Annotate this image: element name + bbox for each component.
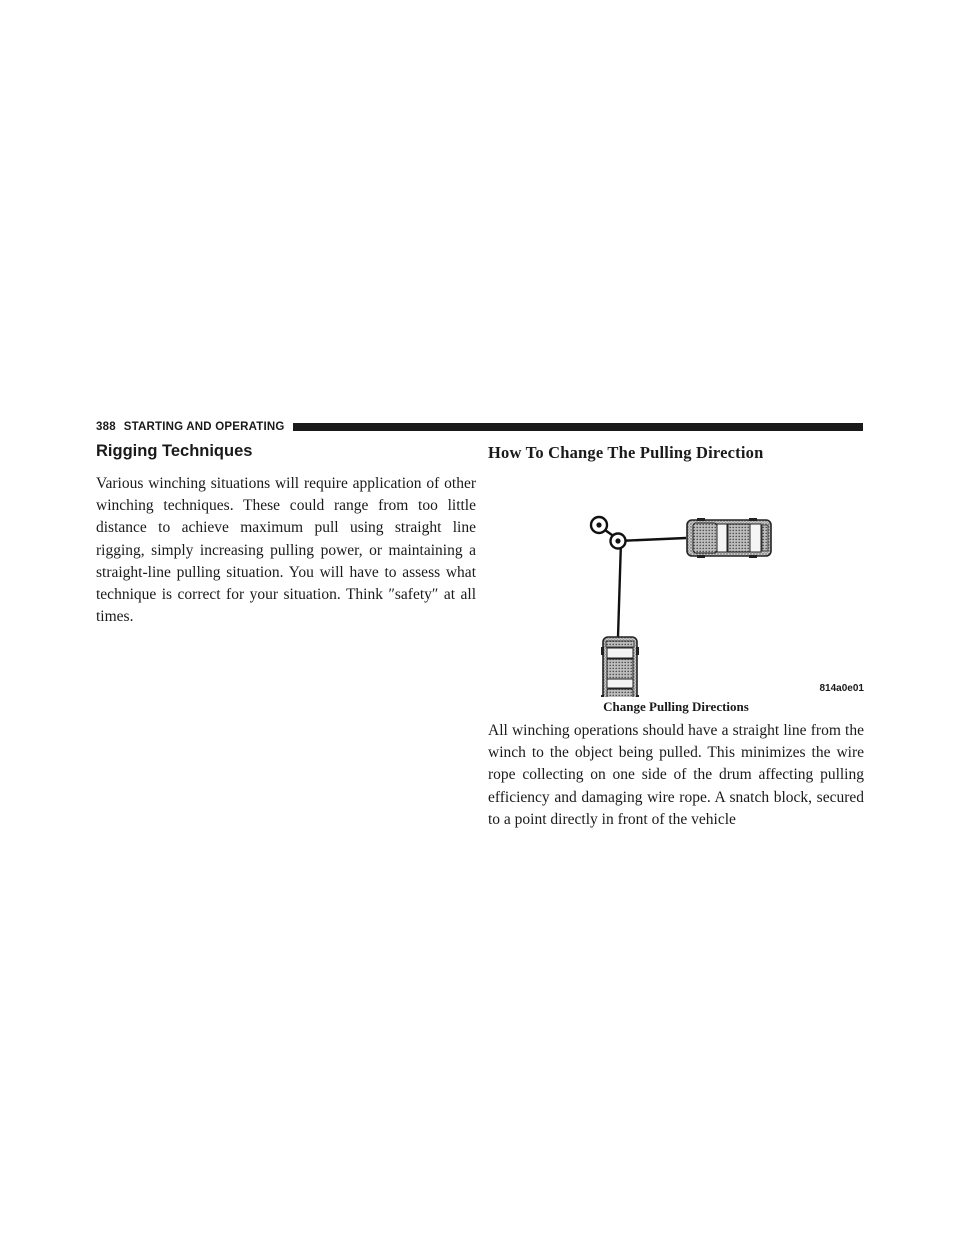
section-title: STARTING AND OPERATING bbox=[123, 421, 285, 433]
wire-rope-horizontal bbox=[618, 538, 686, 541]
header-rule bbox=[293, 423, 863, 431]
pulling-direction-paragraph: All winching operations should have a straight line from the winch to the object being pulled. This minimizes the wire rope collecting on one side of the drum affecting pulling efficiency and damaging wire rope. A snatch block, secured to a point directly in front of the vehicle bbox=[488, 722, 864, 828]
running-header bbox=[96, 419, 863, 435]
vehicle-top-view-icon bbox=[601, 637, 639, 697]
vehicle-top-view-icon bbox=[687, 518, 771, 558]
figure-caption: Change Pulling Directions bbox=[603, 699, 749, 714]
snatch-block-icon bbox=[591, 517, 607, 533]
pulling-direction-diagram bbox=[488, 475, 864, 697]
wire-rope-vertical bbox=[618, 541, 621, 637]
anchor-point-icon bbox=[611, 534, 626, 549]
right-column bbox=[488, 438, 864, 831]
pulling-direction-heading: How To Change The Pulling Direction bbox=[488, 443, 764, 462]
rigging-heading: Rigging Techniques bbox=[96, 442, 253, 460]
page-number: 388 bbox=[96, 421, 116, 433]
rigging-paragraph: Various winching situations will require application of other winching techniques. These could range from too little distance to achieve maximum pull using straight line rigging, simply increasing pulling power, or maintaining a straight-line pulling situation. You will have to assess what technique is correct for your situation. Think ″safety″ at all times. bbox=[96, 475, 476, 626]
left-column bbox=[96, 438, 476, 628]
figure-code: 814a0e01 bbox=[819, 683, 864, 694]
pulling-direction-figure bbox=[488, 475, 864, 697]
